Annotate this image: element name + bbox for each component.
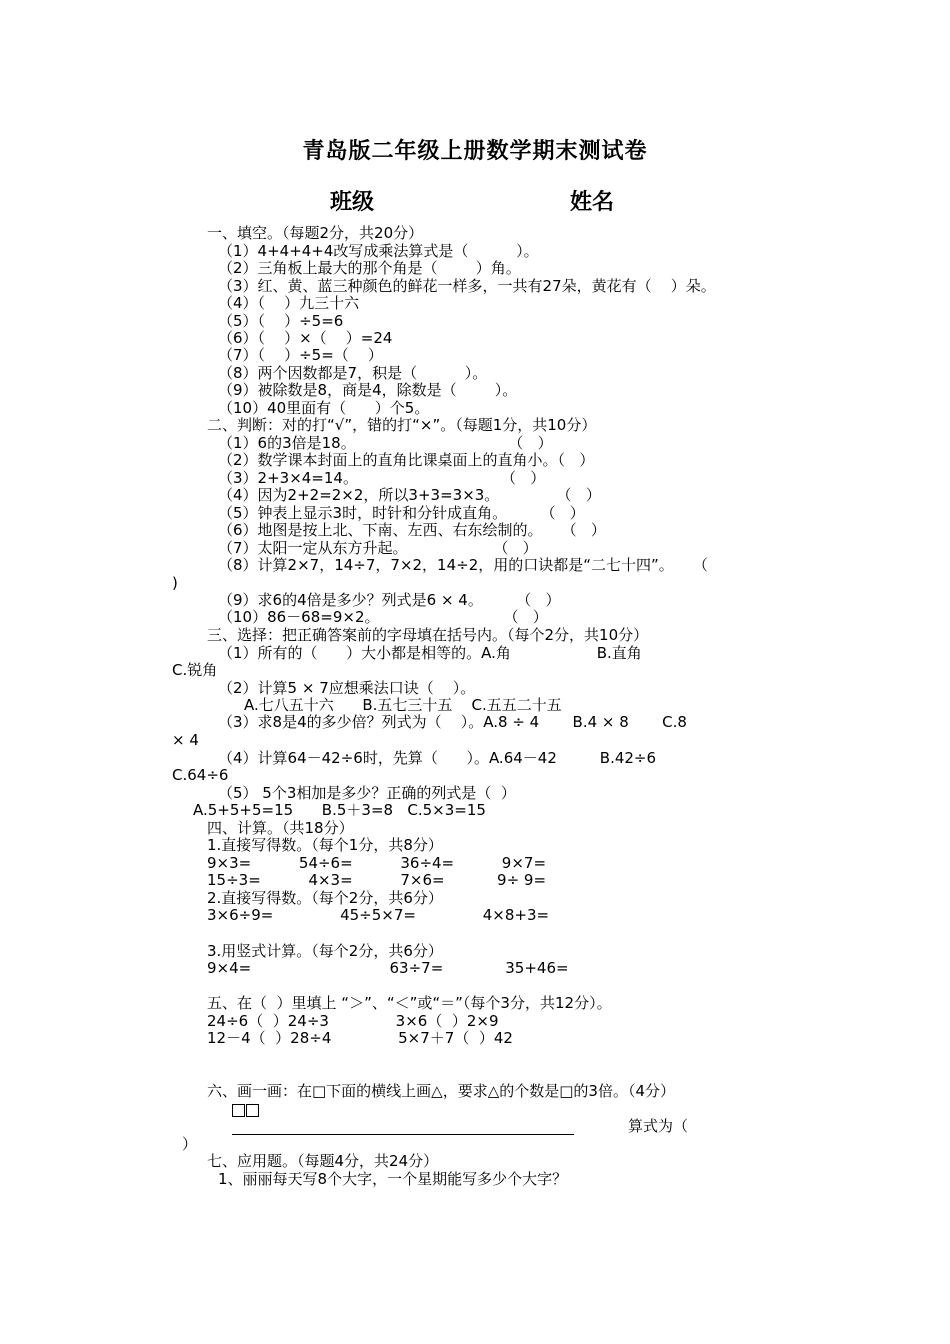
text-line: （6）地图是按上北、下南、左西、右东绘制的。 （ ） (218, 521, 606, 539)
square-icon (232, 1104, 245, 1117)
text-line: （8）计算2×7，14÷7，7×2，14÷2，用的口诀都是“二七十四”。 （ (218, 556, 708, 574)
text-line: C.锐角 (172, 661, 218, 679)
text-line: （9）求6的4倍是多少？列式是6 × 4。 （ ） (218, 591, 561, 609)
drawing-answer-line (232, 1134, 574, 1135)
text-line: 3.用竖式计算。（每个2分，共6分） (207, 942, 443, 960)
text-line: 三、选择：把正确答案前的字母填在括号内。（每个2分，共10分） (207, 626, 649, 644)
text-line: 15÷3= 4×3= 7×6= 9÷ 9= (207, 871, 547, 889)
text-line: （3）求8是4的多少倍？列式为（ ）。A.8 ÷ 4 B.4 × 8 C.8 (218, 713, 687, 731)
text-line: 四、计算。（共18分） (207, 819, 354, 837)
text-line: （2）三角板上最大的那个角是（ ）角。 (218, 259, 521, 277)
text-line: 六、画一画：在□下面的横线上画△，要求△的个数是□的3倍。（4分） (207, 1082, 676, 1100)
name-label: 姓名 (570, 190, 615, 215)
text-line: 3×6÷9= 45÷5×7= 4×8+3= (207, 906, 550, 924)
text-line: （7）（ ）÷5=（ ） (218, 346, 383, 364)
text-line: 二、判断：对的打“√”，错的打“×”。（每题1分，共10分） (207, 416, 597, 434)
text-line: 12－4（ ）28÷4 5×7＋7（ ）42 (207, 1029, 513, 1047)
text-line: 七、应用题。（每题4分，共24分） (207, 1152, 439, 1170)
text-line: A.七八五十六 B.五七三十五 C.五五二十五 (244, 696, 562, 714)
text-line: （10）86－68=9×2。 （ ） (218, 608, 548, 626)
text-line: （3）2+3×4=14。 （ ） (218, 469, 546, 487)
text-line: 五、在（ ）里填上 “＞”、“＜”或“＝”（每个3分，共12分）。 (207, 994, 612, 1012)
text-line: A.5+5+5=15 B.5＋3=8 C.5×3=15 (193, 801, 486, 819)
text-line: （4）因为2+2=2×2，所以3+3=3×3。 （ ） (218, 486, 601, 504)
text-line: （1）6的3倍是18。 （ ） (218, 434, 553, 452)
text-line: （9）被除数是8，商是4，除数是（ ）。 (218, 381, 518, 399)
text-line: （8）两个因数都是7，积是（ ）。 (218, 364, 488, 382)
square-icon (246, 1104, 259, 1117)
text-line: （2）数学课本封面上的直角比课桌面上的直角小。（ ） (218, 451, 595, 469)
class-label: 班级 (330, 190, 375, 215)
text-line: 1、丽丽每天写8个大字，一个星期能写多少个大字？ (218, 1170, 568, 1188)
square-shapes (232, 1101, 260, 1120)
text-line: C.64÷6 (172, 766, 229, 784)
text-line: （6）（ ）×（ ）=24 (218, 329, 393, 347)
text-line: （2）计算5 × 7应想乘法口诀（ ）。 (218, 679, 476, 697)
text-line: （10）40里面有（ ）个5。 (218, 399, 430, 417)
text-line: （1）4+4+4+4改写成乘法算式是（ ）。 (218, 242, 539, 260)
text-line: ） (182, 1135, 198, 1153)
text-line: （3）红、黄、蓝三种颜色的鲜花一样多，一共有27朵，黄花有（ ）朵。 (218, 277, 716, 295)
text-line: 2.直接写得数。（每个2分，共6分） (207, 889, 443, 907)
text-line: 算式为（ (628, 1117, 689, 1135)
text-line: （5） 5个3相加是多少？正确的列式是（ ） (218, 784, 516, 802)
text-line: × 4 (172, 731, 199, 749)
text-line: （1）所有的（ ）大小都是相等的。A.角 B.直角 (218, 644, 642, 662)
text-line: 一、填空。（每题2分，共20分） (207, 224, 424, 242)
text-line: （5）（ ）÷5=6 (218, 312, 344, 330)
text-line: （5）钟表上显示3时，时针和分针成直角。 （ ） (218, 504, 585, 522)
text-line: 24÷6（ ）24÷3 3×6（ ）2×9 (207, 1012, 499, 1030)
text-line: （4）计算64－42÷6时，先算（ ）。A.64－42 B.42÷6 (218, 749, 657, 767)
text-line: （4）（ ）九三十六 (218, 294, 360, 312)
text-line: （7）太阳一定从东方升起。 （ ） (218, 539, 538, 557)
text-line: ) (172, 574, 178, 592)
text-line: 9×3= 54÷6= 36÷4= 9×7= (207, 854, 547, 872)
document-title: 青岛版二年级上册数学期末测试卷 (302, 139, 648, 164)
text-line: 9×4= 63÷7= 35+46= (207, 959, 569, 977)
text-line: 1.直接写得数。（每个1分，共8分） (207, 836, 443, 854)
